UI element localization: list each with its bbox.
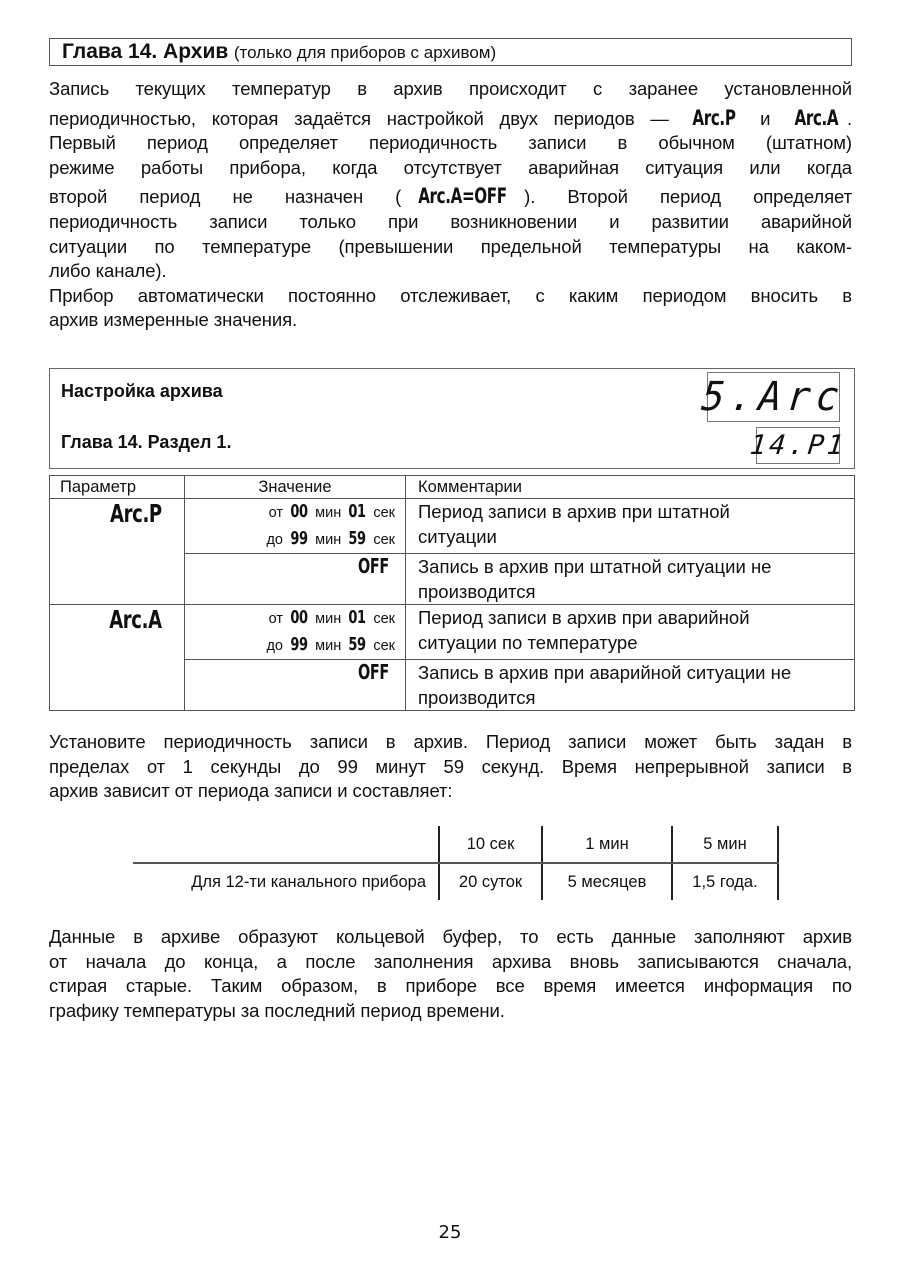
buffer-paragraph — [49, 925, 852, 1023]
chapter-subtitle: (только для приборов с архивом) — [233, 43, 497, 62]
comment-line: Запись в архив при аварийной ситуации не — [418, 662, 792, 683]
text-span: от — [268, 505, 283, 521]
parameters-table — [49, 475, 855, 711]
period-paragraph — [49, 730, 852, 804]
text-line: от начала до конца, а после заполнения архива вновь записываются сначала, — [49, 950, 852, 972]
comment-line: производится — [418, 581, 536, 602]
duration-row — [133, 863, 778, 900]
comment-line: Период записи в архив при аварийной — [418, 607, 750, 628]
text-span: ). Второй период определяет — [524, 186, 852, 208]
param-name: Arc.P — [110, 499, 162, 528]
value-off: OFF — [358, 660, 390, 684]
text-line: Установите периодичность записи в архив. Период записи может быть задан в — [49, 731, 852, 752]
text-span: второй период не назначен ( — [49, 186, 402, 208]
text-line: графику температуры за последний период времени. — [49, 999, 505, 1021]
value-digits: 99 — [290, 528, 308, 549]
range-to — [185, 526, 395, 553]
text-line — [49, 106, 852, 132]
value-digits: 59 — [348, 634, 366, 655]
chapter-title: Глава 14. Архив — [62, 40, 229, 63]
setup-title: Настройка архива — [61, 381, 223, 401]
comment-line: Период записи в архив при штатной — [418, 501, 730, 522]
text-span: мин — [315, 505, 342, 521]
param-name-cell — [50, 605, 185, 711]
param-code-arc-a: Arc.A — [794, 105, 839, 130]
text-span: сек — [373, 638, 395, 654]
text-span: сек — [373, 505, 395, 521]
setup-section: Глава 14. Раздел 1. — [61, 432, 232, 452]
duration-value: 20 суток — [439, 863, 542, 900]
value-range-cell — [185, 499, 406, 554]
text-line: Первый период определяет периодичность записи в обычном (штатном) — [49, 132, 852, 154]
value-digits: 00 — [290, 607, 308, 628]
text-span: сек — [373, 611, 395, 627]
text-line: Прибор автоматически постоянно отслеживает, с каким периодом вносить в — [49, 284, 852, 306]
text-line: Данные в архиве образуют кольцевой буфер, то есть данные заполняют архив — [49, 926, 852, 947]
intro-paragraph — [49, 77, 852, 333]
text-span: от — [268, 611, 283, 627]
text-span: мин — [315, 638, 342, 654]
value-off: OFF — [358, 554, 390, 578]
text-line — [49, 184, 852, 210]
text-span: периодичностью, которая задаётся настройкой двух периодов — — [49, 107, 685, 129]
text-line: периодичность записи только при возникновении и развитии аварийной — [49, 210, 852, 232]
range-from — [185, 499, 395, 526]
param-code-arc-a-off: Arc.A=OFF — [418, 184, 507, 209]
text-line: стирая старые. Таким образом, в приборе все время имеется информация по — [49, 975, 852, 997]
duration-column-header: 10 сек — [439, 826, 542, 863]
empty-corner-cell — [133, 826, 439, 863]
value-off-cell — [185, 554, 406, 605]
duration-value: 5 месяцев — [542, 863, 672, 900]
value-digits: 59 — [348, 528, 366, 549]
text-span: сек — [373, 532, 395, 548]
header-value: Значение — [185, 476, 406, 499]
text-line: пределах от 1 секунды до 99 минут 59 секунд. Время непрерывной записи в — [49, 755, 852, 777]
text-line: архив измеренные значения. — [49, 309, 298, 331]
text-line: режиме работы прибора, когда отсутствует аварийная ситуация или когда — [49, 156, 852, 178]
header-comments: Комментарии — [406, 476, 855, 499]
header-parameter: Параметр — [50, 476, 185, 499]
chapter-heading — [49, 38, 852, 66]
page-number: 25 — [438, 1222, 462, 1243]
value-digits: 01 — [348, 607, 366, 628]
table-header-row — [50, 476, 855, 499]
param-name: Arc.A — [109, 605, 162, 634]
text-span: до — [266, 532, 283, 548]
comment-line: Запись в архив при штатной ситуации не — [418, 556, 772, 577]
text-span: мин — [315, 611, 342, 627]
comment-line: производится — [418, 687, 536, 708]
range-to — [185, 632, 395, 659]
param-name-cell — [50, 499, 185, 605]
table-row — [50, 605, 855, 660]
duration-column-header: 1 мин — [542, 826, 672, 863]
value-range-cell — [185, 605, 406, 660]
lcd-display-code — [748, 427, 848, 464]
text-span: . — [846, 107, 852, 129]
range-from — [185, 605, 395, 632]
duration-header-row — [133, 826, 778, 863]
duration-value: 1,5 года. — [672, 863, 778, 900]
comment-cell — [406, 499, 855, 554]
value-digits: 00 — [290, 501, 308, 522]
archive-setup-box — [49, 368, 855, 469]
text-line: либо канале). — [49, 260, 167, 282]
param-code-arc-p: Arc.P — [692, 105, 736, 130]
duration-column-header: 5 мин — [672, 826, 778, 863]
duration-table — [133, 826, 779, 900]
text-span: мин — [315, 532, 342, 548]
comment-cell — [406, 660, 855, 711]
comment-line: ситуации по температуре — [418, 632, 638, 653]
comment-cell — [406, 605, 855, 660]
lcd-main-text: 5.Arc — [699, 374, 848, 420]
table-row — [50, 499, 855, 554]
duration-row-label: Для 12-ти канального прибора — [191, 872, 426, 891]
text-line: Запись текущих температур в архив происходит с заранее установленной — [49, 78, 852, 99]
lcd-display-main — [699, 372, 848, 422]
text-line: архив зависит от периода записи и составляет: — [49, 780, 453, 802]
text-span: до — [266, 638, 283, 654]
comment-cell — [406, 554, 855, 605]
text-line: ситуации по температуре (превышении предельной температуры на каком- — [49, 235, 852, 257]
lcd-code-text: 14.P1 — [748, 430, 848, 461]
comment-line: ситуации — [418, 526, 497, 547]
text-span: и — [744, 107, 787, 129]
value-digits: 01 — [348, 501, 366, 522]
value-digits: 99 — [290, 634, 308, 655]
value-off-cell — [185, 660, 406, 711]
